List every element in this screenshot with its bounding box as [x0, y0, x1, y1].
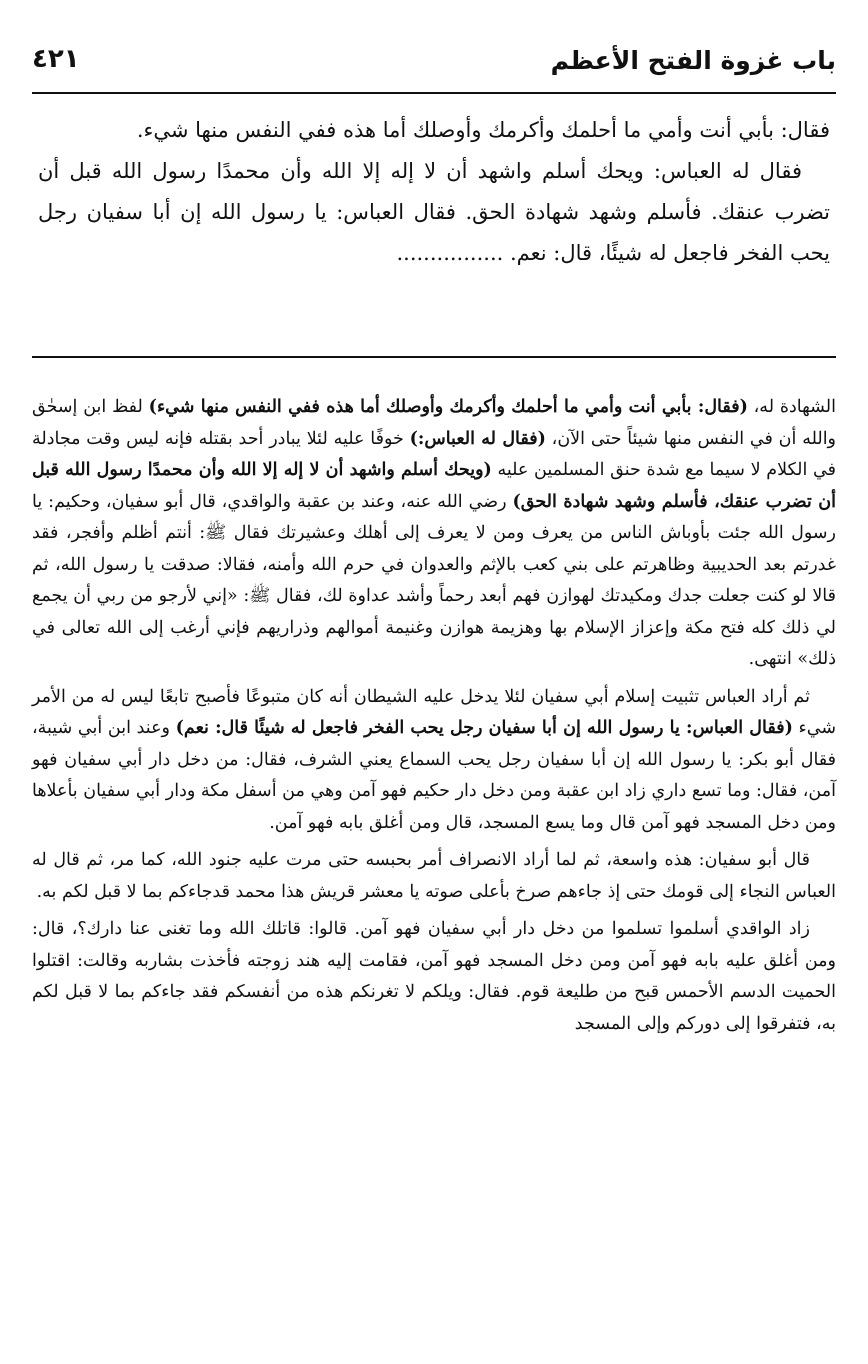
commentary-text-run: الشهادة له،: [747, 397, 836, 417]
main-text: [38, 110, 830, 274]
commentary-text-run: خوفًا عليه لئلا يبادر أحد بقتله فإنه ليس وقت مجادلة في الكلام لا سيما مع شدة حنق المسلمين عليه: [32, 428, 836, 480]
text-divider: [32, 356, 836, 358]
quoted-text: (ويحك أسلم واشهد أن لا إله إلا الله وأن محمدًا رسول الله قبل أن تضرب عنقك، فأسلم وشهد شهادة الحق): [32, 460, 836, 512]
page-header: [32, 40, 836, 88]
page-number: ٤٢١: [32, 44, 80, 74]
commentary-text-run: لفظ ابن إسحٰق والله أن في النفس منها شيئاً حتى الآن،: [32, 397, 837, 449]
commentary-paragraph-3: قال أبو سفيان: هذه واسعة، ثم لما أراد الانصراف أمر بحبسه حتى مرت عليه جنود الله، كما مر، ثم قال له العباس النجاء إلى قومك حتى إذ جاءهم صرخ بأعلى صوته يا معشر قريش هذا محمد قدجاءكم بما لا قبل لكم به.: [32, 850, 836, 902]
commentary-text-run: رضي الله عنه، وعند بن عقبة والواقدي، قال أبو سفيان، وحكيم: يا رسول الله جئت بأوباش الناس من يعرف ومن لا يعرف إلى أهلك وعشيرتك فقال ﷺ: أنتم أظلم وأفجر، فقد غدرتم بعد الحديبية وظاهرتم على بني كعب بالإثم والعدوان في حرم الله وأمنه، فقالا: صدقت يا رسول الله، ثم قالا لو كنت جعلت جدك ومكيدتك لهوازن فهم أبعد رحماً وأشد عداوة لك، فقال ﷺ: «إني لأرجو من ربي أن يجمع لي ذلك كله فتح مكة وإعزاز الإسلام بها وهزيمة هوازن وغنيمة أموالهم وذراريهم فإني أرغب إلى الله تعالى في ذلك» انتهى.: [32, 491, 836, 669]
quoted-text: (فقال العباس: يا رسول الله إن أبا سفيان رجل يحب الفخر فاجعل له شيئًا قال: نعم): [175, 718, 793, 738]
chapter-title: باب غزوة الفتح الأعظم: [550, 46, 836, 75]
commentary-paragraph-1: [32, 392, 836, 676]
main-paragraph-2: فقال له العباس: ويحك أسلم واشهد أن لا إله إلا الله وأن محمدًا رسول الله قبل أن تضرب عنقك. فأسلم وشهد شهادة الحق. فقال العباس: يا رسول الله إن أبا سفيان رجل يحب الفخر فاجعل له شيئًا، قال: نعم. ................: [38, 159, 830, 265]
commentary-text-run: ثم أراد العباس تثبيت إسلام أبي سفيان لئلا يدخل عليه الشيطان أنه كان متبوعًا فأصبح تابعًا ليس له من الأمر شيء: [32, 686, 837, 738]
commentary-paragraph-2: [32, 682, 836, 840]
main-paragraph-1: فقال: بأبي أنت وأمي ما أحلمك وأكرمك وأوصلك أما هذه ففي النفس منها شيء.: [136, 118, 830, 142]
quoted-text: (فقال له العباس:): [409, 428, 546, 449]
commentary-paragraph-4: زاد الواقدي أسلموا تسلموا من دخل دار أبي سفيان فهو آمن. قالوا: قاتلك الله وما تغنى عنا دارك؟، قال: ومن أغلق عليه بابه فهو آمن ومن دخل المسجد فهو آمن، فقامت إليه هند زوجته فأخذت بشاربه وقالت: اقتلوا الحميت الدسم الأحمس قبح من طليعة قوم. فقال: ويلكم لا تغرنكم هذه من أنفسكم فقد جاءكم بما لا قبل لكم به، فتفرقوا إلى دوركم وإلى المسجد: [32, 919, 836, 1034]
header-rule: [32, 92, 836, 94]
commentary-text-run: وعند ابن أبي شيبة، فقال أبو بكر: يا رسول الله إن أبا سفيان رجل يحب السماع يعني الشرف، فقال: من دخل دار أبي سفيان فهو آمن، فقال: وما تسع داري زاد ابن عقبة ومن دخل دار حكيم فهو آمن وهي من أسفل مكة ودار أبي سفيان بأعلاها ومن دخل المسجد فهو آمن قال وما يسع المسجد، قال ومن أغلق بابه فهو آمن.: [32, 718, 836, 833]
commentary-text: [32, 392, 836, 1046]
quoted-text: (فقال: بأبي أنت وأمي ما أحلمك وأكرمك وأوصلك أما هذه ففي النفس منها شيء): [148, 397, 748, 417]
